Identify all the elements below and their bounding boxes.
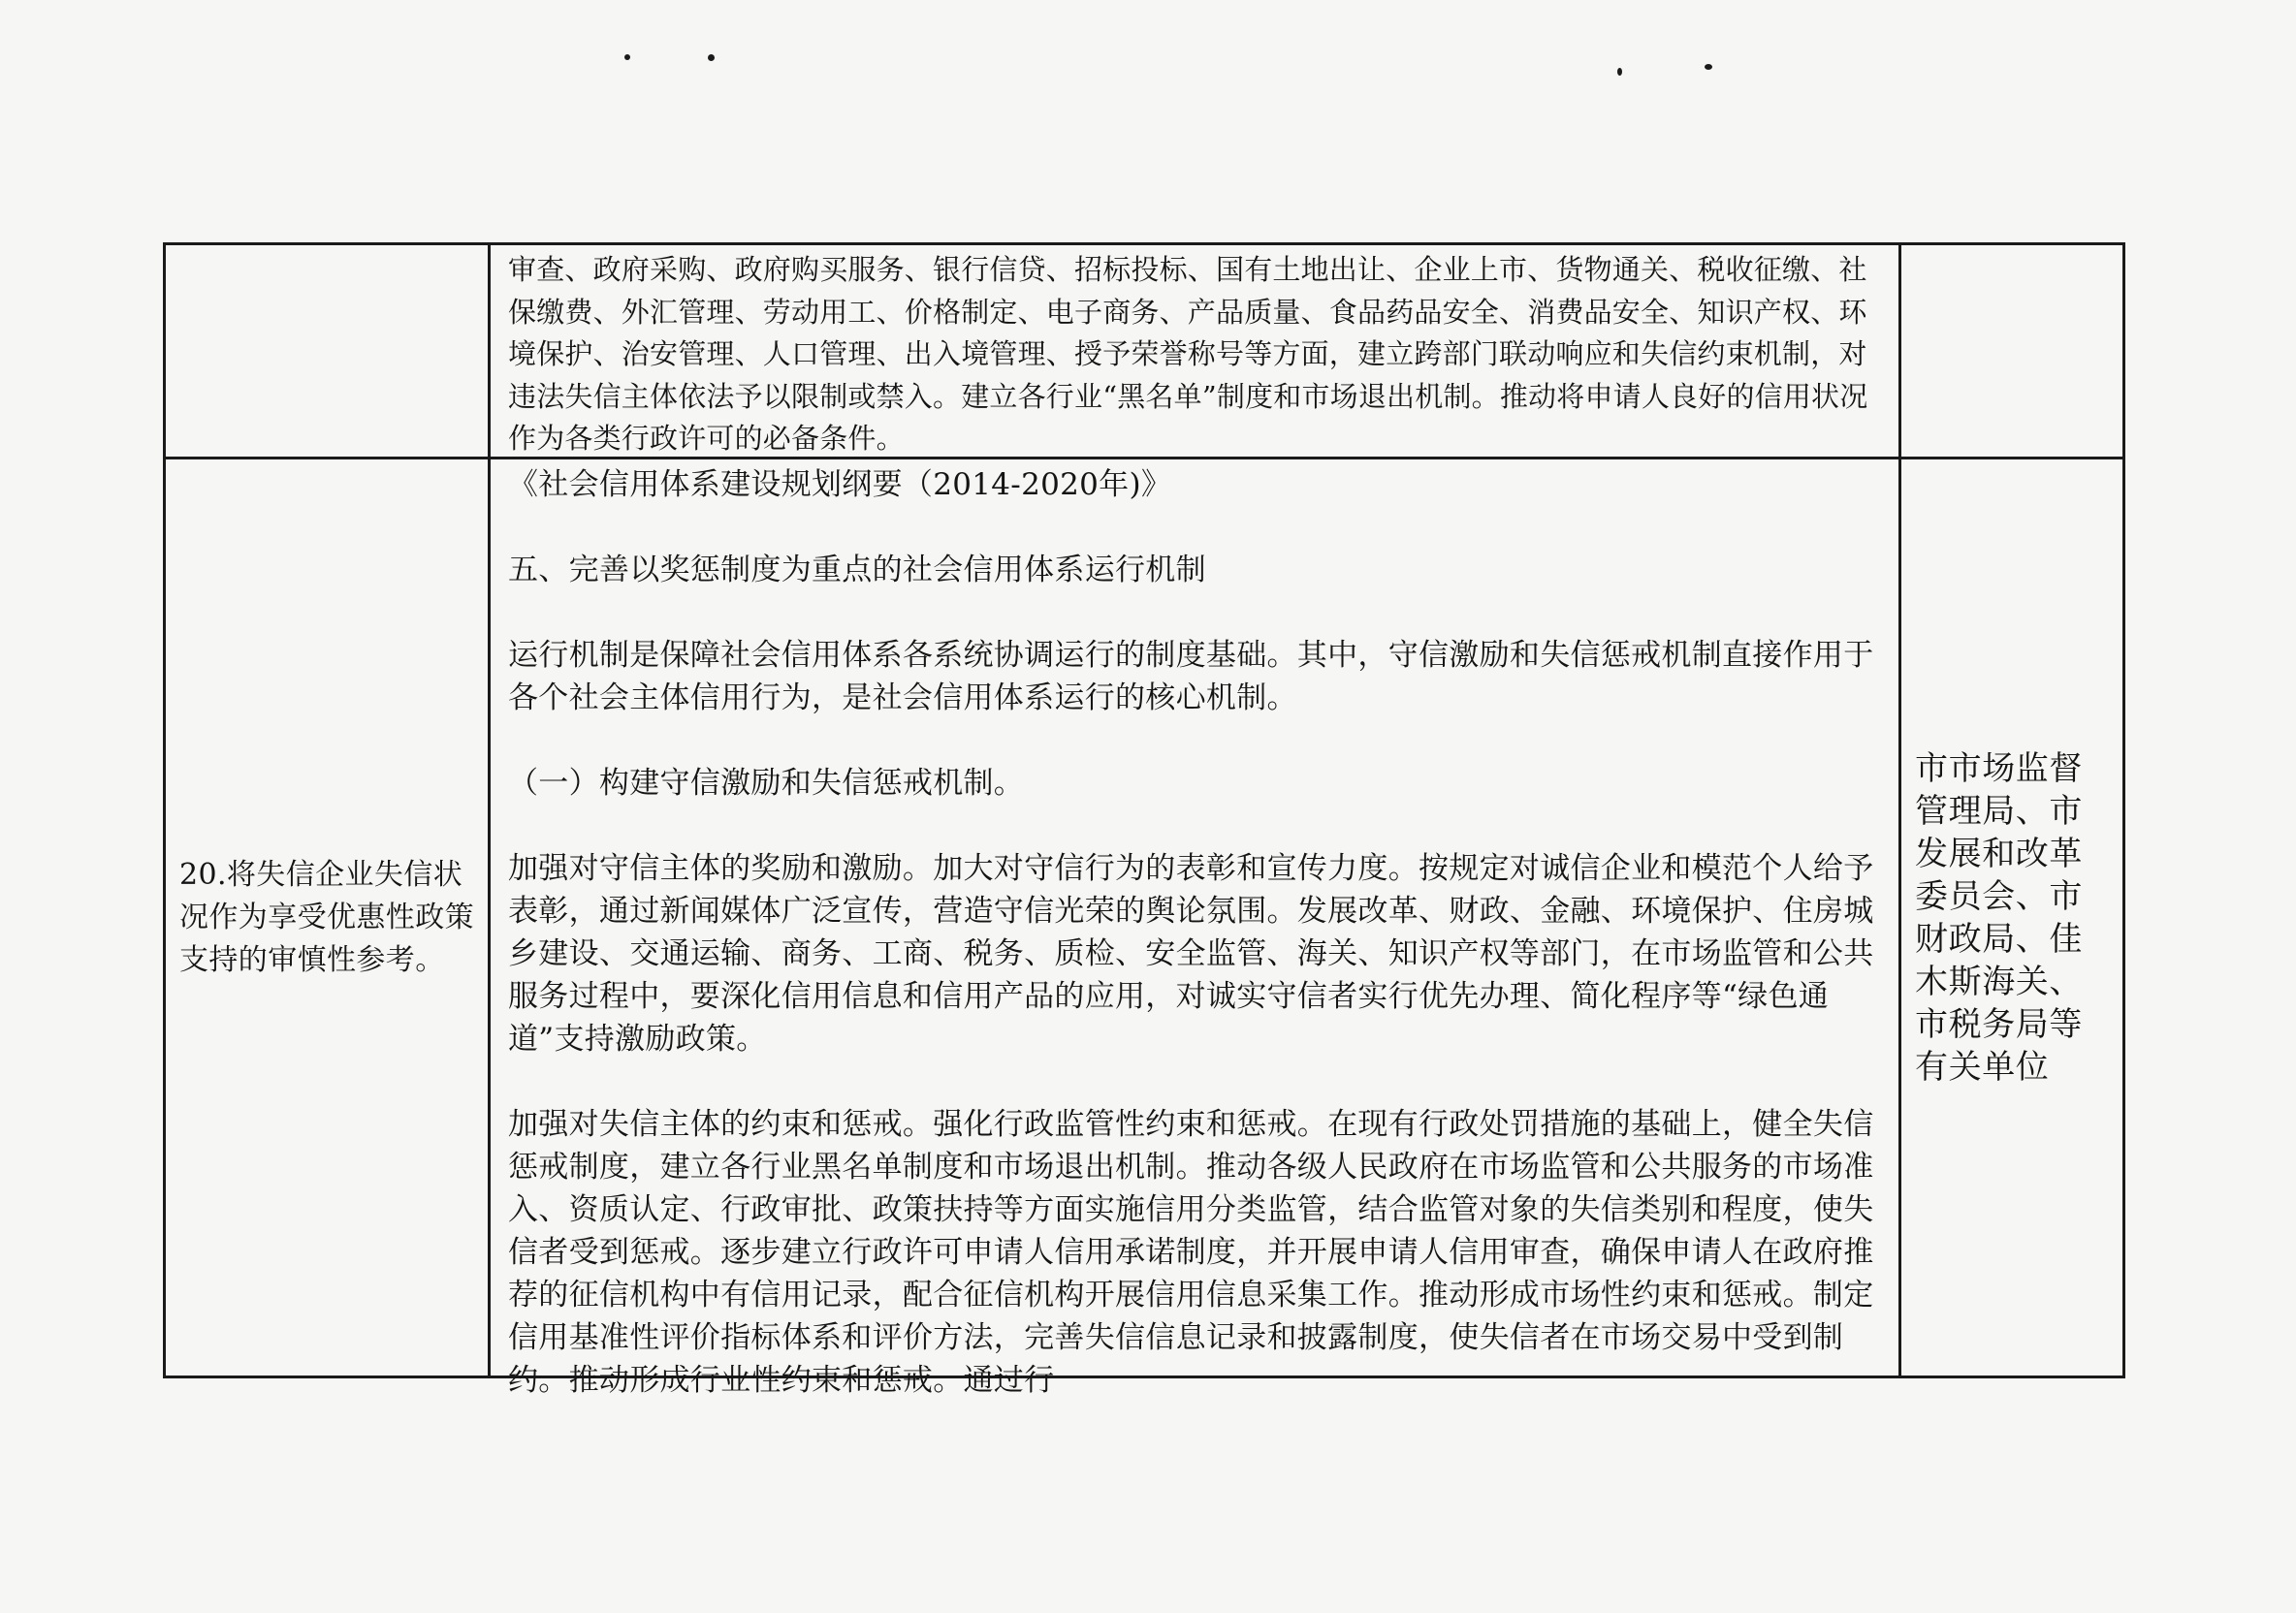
units-cell xyxy=(1901,459,2122,1376)
content-cell xyxy=(491,245,1901,457)
table-row xyxy=(163,242,2125,459)
paragraph-punish: 加强对失信主体的约束和惩戒。强化行政监管性约束和惩戒。在现有行政处罚措施的基础上，健全失信惩戒制度，建立各行业黑名单制度和市场退出机制。推动各级人民政府在市场监管和公共服务的市场准入、资质认定、行政审批、政策扶持等方面实施信用分类监管，结合监管对象的失信类别和程度，使失信者受到惩戒。逐步建立行政许可申请人信用承诺制度，并开展申请人信用审查，确保申请人在政府推荐的征信机构中有信用记录，配合征信机构开展信用信息采集工作。推动形成市场性约束和惩戒。制定信用基准性评价指标体系和评价方法，完善失信信息记录和披露制度，使失信者在市场交易中受到制约。推动形成行业性约束和惩戒。通过行 xyxy=(508,1107,1874,1398)
scan-speck xyxy=(1705,64,1712,70)
content-text: 审查、政府采购、政府购买服务、银行信贷、招标投标、国有土地出让、企业上市、货物通关、税收征缴、社保缴费、外汇管理、劳动用工、价格制定、电子商务、产品质量、食品药品安全、消费品安全、知识产权、环境保护、治安管理、人口管理、出入境管理、授予荣誉称号等方面，建立跨部门联动响应和失信约束机制，对违法失信主体依法予以限制或禁入。建立各行业“黑名单”制度和市场退出机制。推动将申请人良好的信用状况作为各类行政许可的必备条件。 xyxy=(508,253,1868,455)
policy-table xyxy=(163,242,2125,1398)
category-cell xyxy=(166,459,491,1376)
scan-speck xyxy=(708,54,715,61)
table-row xyxy=(163,459,2125,1398)
content-cell xyxy=(491,459,1901,1398)
scan-speck xyxy=(624,54,630,60)
responsible-units: 市市场监督管理局、市发展和改革委员会、市财政局、佳木斯海关、市税务局等有关单位 xyxy=(1915,748,2083,1087)
scan-speck xyxy=(1617,68,1622,76)
category-text: 20.将失信企业失信状况作为享受优惠性政策支持的审慎性参考。 xyxy=(179,857,474,977)
category-cell-empty xyxy=(166,245,491,457)
document-title: 《社会信用体系建设规划纲要（2014-2020年)》 xyxy=(508,467,1172,502)
section-heading: 五、完善以奖惩制度为重点的社会信用体系运行机制 xyxy=(508,553,1206,587)
paragraph-intro: 运行机制是保障社会信用体系各系统协调运行的制度基础。其中，守信激励和失信惩戒机制直接作用于各个社会主体信用行为，是社会信用体系运行的核心机制。 xyxy=(508,638,1874,715)
paragraph-reward: 加强对守信主体的奖励和激励。加大对守信行为的表彰和宣传力度。按规定对诚信企业和模范个人给予表彰，通过新闻媒体广泛宣传，营造守信光荣的舆论氛围。发展改革、财政、金融、环境保护、住房城乡建设、交通运输、商务、工商、税务、质检、安全监管、海关、知识产权等部门，在市场监管和公共服务过程中，要深化信用信息和信用产品的应用，对诚实守信者实行优先办理、简化程序等“绿色通道”支持激励政策。 xyxy=(508,851,1874,1057)
subheading: （一）构建守信激励和失信惩戒机制。 xyxy=(508,766,1025,801)
units-cell-empty xyxy=(1901,245,2122,457)
